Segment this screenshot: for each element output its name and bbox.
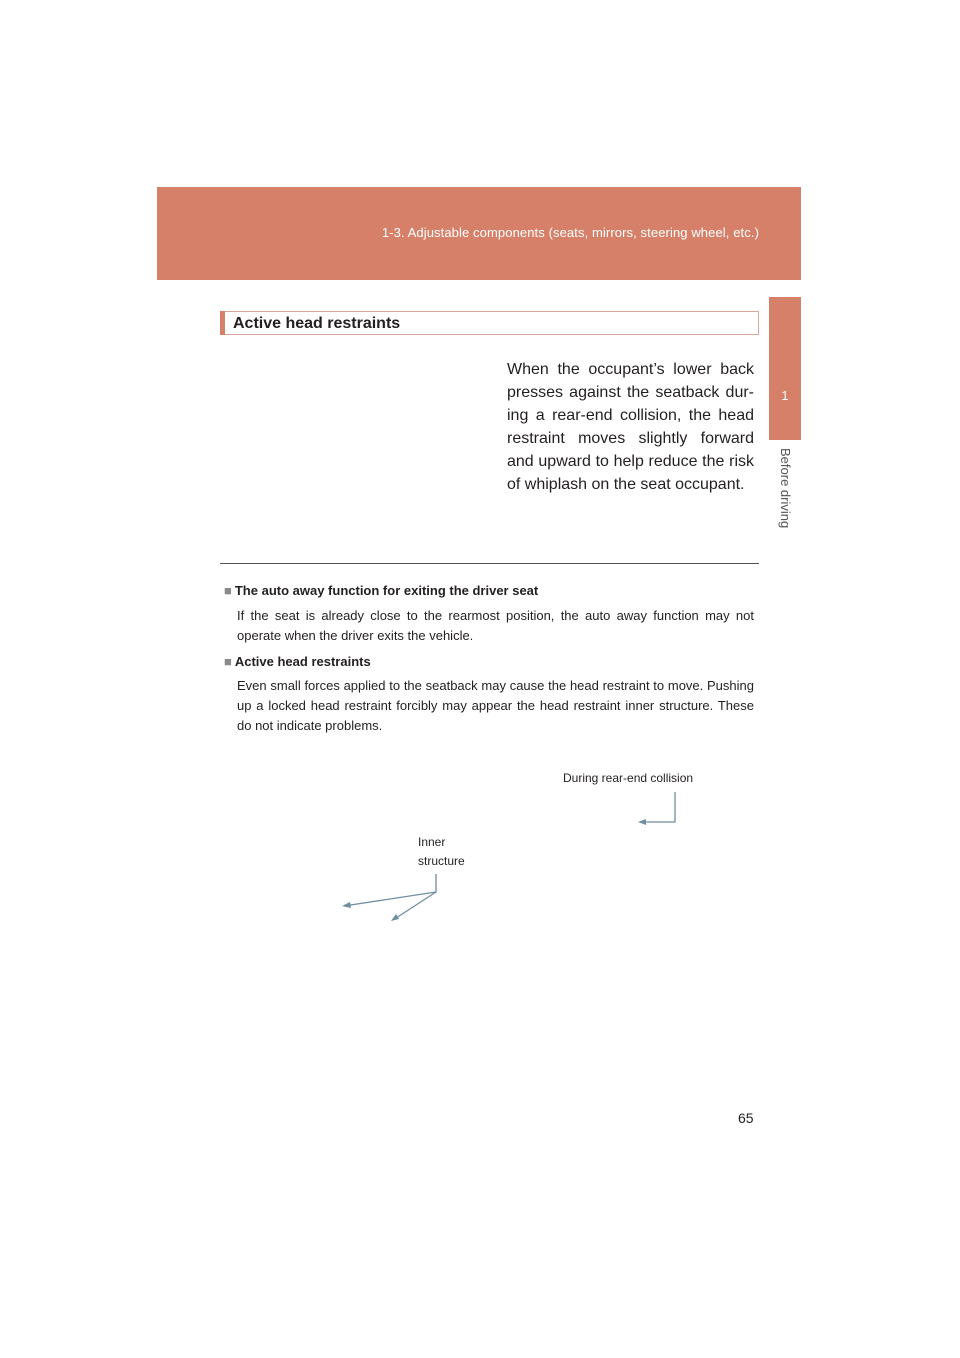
callout-inner-line2: structure [418, 854, 465, 868]
square-bullet-icon: ■ [224, 583, 232, 598]
leader-collision [640, 792, 675, 822]
section-path: 1-3. Adjustable components (seats, mirrors, steering wheel, etc.) [381, 225, 759, 240]
section-title: Active head restraints [233, 315, 401, 332]
chapter-label: Before driving [778, 448, 793, 529]
arrowhead-collision [638, 819, 646, 825]
callout-during-rear-end-collision: During rear-end collision [563, 771, 694, 785]
page-number: 65 [738, 1110, 754, 1126]
callout-inner-line1: Inner [418, 835, 446, 849]
note-heading-text: The auto away function for exiting the driver seat [234, 583, 539, 598]
arrowhead-inner-b [391, 914, 399, 921]
section-body: When the occupant’s lower back presses against the seatback dur-ing a rear-end collision, the head restraint moves slightly forward and upward to help reduce the risk of whiplash on the seat occupant. [507, 361, 754, 493]
chapter-number: 1 [781, 388, 789, 403]
arrowhead-inner-a [342, 902, 351, 908]
note-text-active-head-restraints: Even small forces applied to the seatback may cause the head restraint to move. Pushing up a locked head restraint forcibly may appear the head restraint inner structure. These do not indicate problems. [237, 678, 754, 733]
note-text-auto-away: If the seat is already close to the rearmost position, the auto away function may not operate when the driver exits the vehicle. [237, 608, 754, 643]
square-bullet-icon: ■ [224, 654, 232, 669]
note-heading-text: Active head restraints [234, 654, 371, 669]
leader-inner-b [393, 892, 436, 920]
